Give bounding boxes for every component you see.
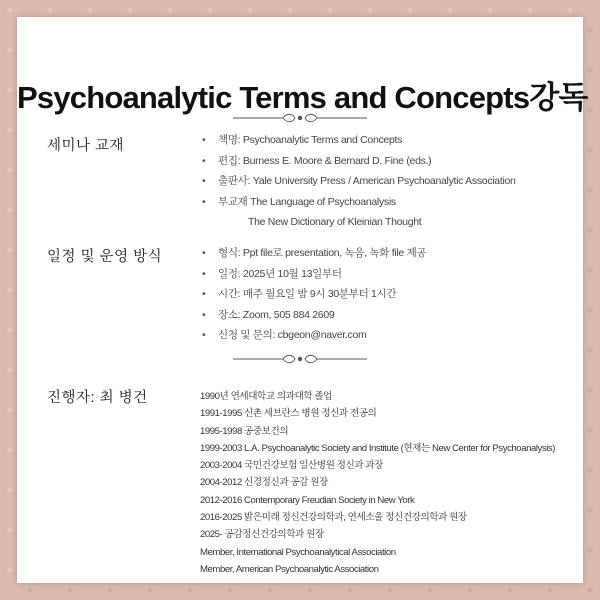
divider-ornament-top bbox=[233, 112, 367, 124]
list-item: Member, International Psychoanalytical Association bbox=[200, 546, 396, 558]
bullet-icon: • bbox=[202, 154, 206, 167]
presenter-career-list bbox=[200, 388, 555, 578]
list-item: 2012-2016 Contemporary Freudian Society in New York bbox=[200, 494, 415, 506]
list-item: • 출판사: Yale University Press / American Psychoanalytic Association bbox=[202, 171, 516, 192]
list-item: • 부교재 The Language of Psychoanalysis bbox=[202, 192, 516, 213]
ornament-icon bbox=[233, 353, 367, 365]
flyer-card bbox=[17, 17, 588, 583]
list-item: • 시간: 매주 월요일 밤 9시 30분부터 1시간 bbox=[202, 284, 426, 305]
textbook-list bbox=[202, 130, 516, 212]
list-item: 2025- 공감정신건강의학과 원장 bbox=[200, 529, 324, 541]
list-item: • 장소: Zoom, 505 884 2609 bbox=[202, 305, 426, 326]
list-item: • 신청 및 문의: cbgeon@naver.com bbox=[202, 325, 426, 346]
list-item: 2016-2025 밝은미래 정신건강의학과, 연세소울 정신건강의학과 원장 bbox=[200, 512, 467, 524]
bullet-icon: • bbox=[202, 175, 206, 188]
ornament-icon bbox=[233, 112, 367, 124]
list-item: 1999-2003 L.A. Psychoanalytic Society and Institute (현재는 New Center for Psychoanalysis) bbox=[200, 442, 556, 454]
bullet-icon: • bbox=[202, 308, 206, 321]
divider-ornament-middle bbox=[233, 353, 367, 365]
list-item: • 책명: Psychoanalytic Terms and Concepts bbox=[202, 130, 516, 151]
list-item: 2003-2004 국민건강보험 일산병원 정신과 과장 bbox=[200, 460, 383, 472]
bullet-icon: • bbox=[202, 329, 206, 342]
list-item: Member, American Psychoanalytic Association bbox=[200, 563, 379, 575]
textbook-heading: 세미나 교재 bbox=[47, 138, 125, 154]
list-item: • 일정: 2025년 10월 13일부터 bbox=[202, 264, 426, 285]
page-title: Psychoanalytic Terms and Concepts강독 bbox=[17, 80, 588, 115]
bullet-icon: • bbox=[202, 134, 206, 146]
textbook-continuation: The New Dictionary of Kleinian Thought bbox=[248, 216, 422, 228]
list-item: • 형식: Ppt file로 presentation, 녹음, 녹화 file 제공 bbox=[202, 243, 426, 264]
bullet-icon: • bbox=[202, 247, 206, 259]
bullet-icon: • bbox=[202, 195, 206, 208]
list-item: 2004-2012 신경정신과 공감 원장 bbox=[200, 477, 328, 489]
bullet-icon: • bbox=[202, 267, 206, 280]
bullet-icon: • bbox=[202, 288, 206, 301]
list-item: 1991-1995 신촌 세브란스 병원 정신과 전공의 bbox=[200, 408, 377, 420]
schedule-heading: 일정 및 운영 방식 bbox=[47, 249, 163, 265]
list-item: 1995-1998 공중보건의 bbox=[200, 425, 289, 437]
list-item: • 편집: Burness E. Moore & Bernard D. Fine (eds.) bbox=[202, 151, 516, 172]
presenter-heading: 진행자: 최 병건 bbox=[47, 390, 148, 406]
list-item: 1990년 연세대학교 의과대학 졸업 bbox=[200, 391, 332, 402]
schedule-list bbox=[202, 243, 426, 346]
